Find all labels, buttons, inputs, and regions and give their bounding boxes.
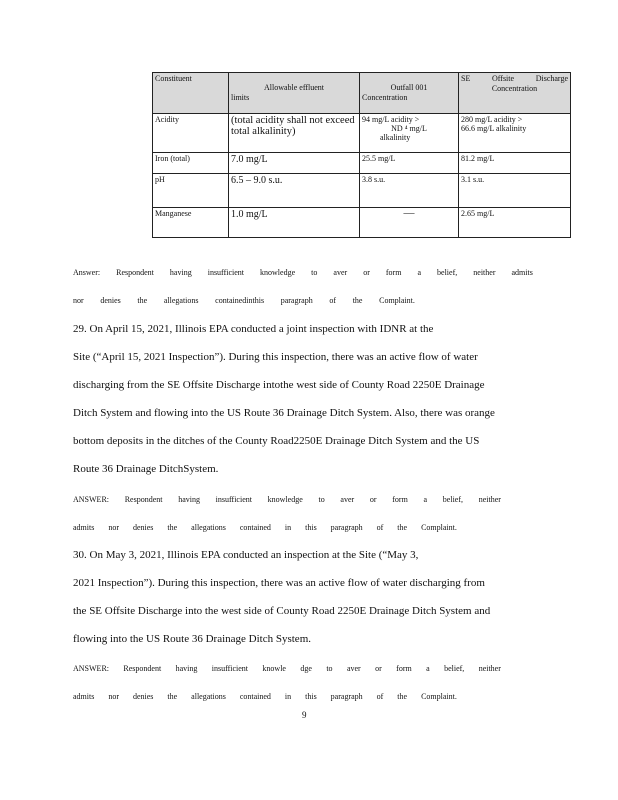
answer-word: aver [346, 664, 361, 673]
answer-word: a [426, 664, 430, 673]
answer-word: to [311, 268, 318, 277]
answer-word: insufficient [207, 268, 245, 277]
answer-word: a [417, 268, 422, 277]
header-se-offsite-concentration: SE Offsite Discharge Concentration [459, 73, 571, 114]
answer-word: Complaint. [379, 296, 415, 305]
text-line: Route 36 Drainage DitchSystem. [73, 463, 219, 475]
answer-word: insufficient [215, 495, 252, 504]
cell-se-offsite: 2.65 mg/L [459, 208, 571, 238]
header-allowable-limits: Allowable effluent limits [229, 73, 360, 114]
answer-word: Complaint. [421, 692, 457, 701]
table-header-row [153, 73, 571, 114]
answer-word: form [396, 664, 412, 673]
text-line: Site (“April 15, 2021 Inspection”). During this inspection, there was an active flow of water [73, 351, 478, 363]
cell-allowable: 6.5 – 9.0 s.u. [229, 174, 360, 208]
table-row [153, 153, 571, 174]
text-line: 29. On April 15, 2021, Illinois EPA conducted a joint inspection with IDNR at the [73, 323, 434, 335]
answer-word: admits [73, 523, 95, 532]
answer-word: knowledge [267, 495, 303, 504]
cell-constituent: Acidity [153, 114, 229, 153]
answer-word: knowledge [260, 268, 296, 277]
answer-word: denies [132, 692, 154, 701]
answer-word: to [318, 495, 325, 504]
answer-word: paragraph [330, 523, 363, 532]
cell-allowable: (total acidity shall not exceed total alkalinity) [229, 114, 360, 153]
answer-word: paragraph [280, 296, 313, 305]
answer-paragraph-29 [73, 495, 533, 533]
answer-word: or [375, 664, 382, 673]
answer-word: aver [333, 268, 348, 277]
answer-word: ANSWER: [73, 495, 109, 504]
answer-line [73, 692, 457, 702]
answer-word: Respondent [116, 268, 154, 277]
cell-constituent: Manganese [153, 208, 229, 238]
table-row [153, 208, 571, 238]
answer-word: ANSWER: [73, 664, 109, 673]
cell-constituent: pH [153, 174, 229, 208]
header-outfall-concentration: Outfall 001 Concentration [360, 73, 459, 114]
answer-word: the [397, 523, 408, 532]
answer-word: this [305, 523, 317, 532]
answer-word: admits [511, 268, 533, 277]
answer-word: allegations [191, 692, 226, 701]
answer-line [73, 664, 501, 692]
answer-word: Complaint. [421, 523, 457, 532]
cell-se-offsite: 280 mg/L acidity > 66.6 mg/L alkalinity [459, 114, 571, 153]
answer-line [73, 268, 533, 296]
answer-word: the [352, 296, 363, 305]
answer-line [73, 523, 457, 533]
text-line: 30. On May 3, 2021, Illinois EPA conducted an inspection at the Site (“May 3, [73, 549, 419, 561]
table-row [153, 114, 571, 153]
answer-line [73, 296, 415, 306]
cell-outfall: — [360, 208, 459, 238]
paragraph-29 [73, 315, 535, 483]
answer-word: having [175, 664, 198, 673]
answer-word: Answer: [73, 268, 101, 277]
answer-word: allegations [163, 296, 199, 305]
text-line: discharging from the SE Offsite Discharge intothe west side of County Road 2250E Drainage [73, 379, 485, 391]
answer-word: contained [239, 523, 271, 532]
paragraph-30 [73, 541, 535, 653]
cell-allowable: 7.0 mg/L [229, 153, 360, 174]
answer-word: in [284, 692, 292, 701]
answer-line [73, 495, 501, 523]
answer-word: dge [300, 664, 312, 673]
header-constituent: Constituent [153, 73, 229, 114]
answer-word: belief, [437, 268, 458, 277]
answer-word: allegations [191, 523, 226, 532]
answer-word: the [397, 692, 408, 701]
answer-word: neither [478, 495, 501, 504]
answer-word: aver [340, 495, 355, 504]
constituent-table [152, 72, 571, 238]
answer-word: this [305, 692, 317, 701]
text-line: 2021 Inspection”). During this inspection, there was an active flow of water discharging from [73, 577, 485, 589]
cell-outfall: 25.5 mg/L [360, 153, 459, 174]
answer-paragraph-30 [73, 664, 533, 702]
answer-word: nor [108, 523, 119, 532]
answer-word: nor [73, 296, 84, 305]
answer-word: insufficient [211, 664, 249, 673]
answer-word: a [423, 495, 428, 504]
answer-word: or [363, 268, 370, 277]
answer-paragraph-28 [73, 268, 533, 306]
answer-word: denies [100, 296, 121, 305]
answer-word: to [326, 664, 333, 673]
answer-word: or [369, 495, 377, 504]
cell-se-offsite: 81.2 mg/L [459, 153, 571, 174]
table-row [153, 174, 571, 208]
answer-word: Respondent [124, 495, 163, 504]
answer-word: nor [108, 692, 119, 701]
answer-word: belief, [444, 664, 465, 673]
answer-word: belief, [442, 495, 464, 504]
answer-word: in [284, 523, 292, 532]
answer-word: form [385, 268, 402, 277]
text-line: the SE Offsite Discharge into the west side of County Road 2250E Drainage Ditch System and [73, 605, 491, 617]
text-line: bottom deposits in the ditches of the County Road2250E Drainage Ditch System and the US [73, 435, 480, 447]
answer-word: denies [132, 523, 154, 532]
page-number: 9 [302, 710, 307, 720]
answer-word: Respondent [123, 664, 162, 673]
cell-constituent: Iron (total) [153, 153, 229, 174]
answer-word: the [167, 692, 178, 701]
answer-word: of [329, 296, 337, 305]
text-line: Ditch System and flowing into the US Route 36 Drainage Ditch System. Also, there was orange [73, 407, 495, 419]
answer-word: of [376, 523, 384, 532]
cell-allowable: 1.0 mg/L [229, 208, 360, 238]
answer-word: paragraph [330, 692, 363, 701]
answer-word: neither [478, 664, 501, 673]
cell-outfall: 94 mg/L acidity > ND ⁴ mg/L alkalinity [360, 114, 459, 153]
answer-word: having [178, 495, 200, 504]
cell-outfall: 3.8 s.u. [360, 174, 459, 208]
cell-se-offsite: 3.1 s.u. [459, 174, 571, 208]
answer-word: of [376, 692, 384, 701]
answer-word: neither [473, 268, 496, 277]
answer-word: containedinthis [215, 296, 265, 305]
answer-word: form [392, 495, 408, 504]
answer-word: contained [239, 692, 271, 701]
text-line: flowing into the US Route 36 Drainage Ditch System. [73, 633, 311, 645]
answer-word: the [137, 296, 148, 305]
answer-word: admits [73, 692, 95, 701]
answer-word: knowle [262, 664, 286, 673]
answer-word: having [169, 268, 192, 277]
answer-word: the [167, 523, 178, 532]
